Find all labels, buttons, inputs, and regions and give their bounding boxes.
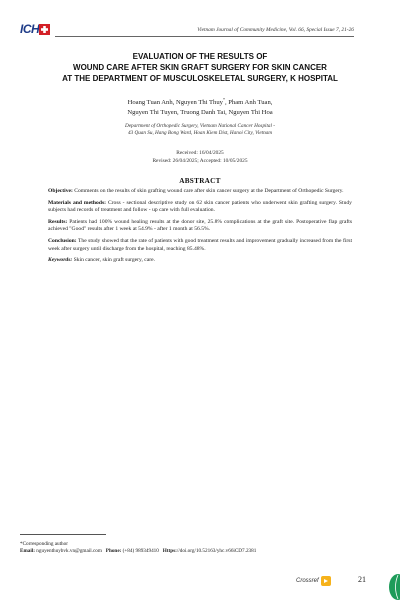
title-line: WOUND CARE AFTER SKIN GRAFT SURGERY FOR SKIN CANCER [73, 63, 327, 72]
journal-citation: Vietnam Journal of Community Medicine, Vol. 66, Special Issue 7, 21-26 [197, 27, 354, 33]
affiliation-line: Department of Orthopedic Surgery, Vietnam National Cancer Hospital - [125, 123, 275, 129]
abstract-methods [48, 200, 352, 215]
methods-label: Materials and methods: [48, 199, 106, 206]
corresponding-mark: * [222, 97, 225, 102]
crossref-badge[interactable] [296, 575, 331, 587]
email-label: Email: [20, 548, 35, 555]
https-label: Https: [162, 548, 177, 555]
article-title [20, 51, 380, 84]
phone-number: (+84) 989349410 [121, 548, 159, 555]
phone-label: Phone: [105, 548, 122, 555]
abstract-objective [48, 188, 352, 196]
methods-text: Cross - sectional descriptive study on 62 skin cancer patients who underwent skin grafting surgery. Study subjects had records of treatment and follow - up care with full evaluation. [48, 199, 352, 214]
title-line: EVALUATION OF THE RESULTS OF [132, 52, 268, 61]
received-date: Received: 16/04/2025 [176, 150, 224, 156]
abstract-conclusion [48, 238, 352, 253]
revised-accepted-date: Revised: 26/04/2025; Accepted: 10/05/2025 [152, 158, 248, 165]
leaf-decoration-icon [384, 571, 400, 600]
keywords-text: Skin cancer, skin graft surgery, care. [72, 257, 155, 264]
footnote [20, 541, 380, 556]
results-label: Results: [48, 218, 68, 225]
objective-text: Comments on the results of skin grafting wound care after skin cancer surgery at the Department of Orthopedic Surgery. [72, 188, 344, 194]
abstract-results [48, 219, 352, 234]
corresponding-author: *Corresponding author [20, 541, 68, 547]
affiliation [70, 123, 330, 138]
conclusion-text: The study showed that the rate of patients with good treatment results and improvement gradually increased from the first week after surgery until discharge from the hospital, reaching 85.48%. [48, 237, 352, 252]
article-dates [80, 149, 320, 166]
abstract-body [48, 188, 352, 269]
contact-line [20, 548, 380, 555]
crossref-label: Crossref [296, 578, 319, 584]
abstract-heading: ABSTRACT [179, 177, 221, 185]
footnote-divider [20, 534, 106, 535]
crossref-icon [321, 576, 331, 586]
conclusion-label: Conclusion: [48, 237, 77, 244]
abstract-keywords [48, 257, 352, 265]
author-line [60, 95, 340, 108]
title-line: AT THE DEPARTMENT OF MUSCULOSKELETAL SURGERY, K HOSPITAL [62, 74, 338, 83]
results-text: Patients had 100% wound healing results at the donor site, 25.8% complications at the graft site. Postoperative flap grafts achieved "Good" results after 1 week at 54.9% - after 1 month at 56.5%. [48, 218, 352, 233]
author-list [60, 95, 340, 117]
doi-link[interactable]: //doi.org/10.52163/yhc.v66iCD7.2381 [176, 548, 257, 555]
author-line: Nguyen Thi Tuyen, Truong Danh Tai, Nguyen Thi Hoa [127, 108, 273, 116]
header-divider [55, 36, 354, 37]
affiliation-line: 43 Quan Su, Hang Bong Ward, Hoan Kiem Dist, Hanoi City, Vietnam [127, 130, 273, 137]
authors-first: Hoang Tuan Anh, Nguyen Thi Thuy [127, 99, 223, 107]
objective-label: Objective: [48, 188, 73, 194]
keywords-label: Keywords: [48, 257, 73, 264]
journal-logo-text: ICH [20, 22, 40, 36]
logo-cross-icon [20, 22, 50, 37]
email-link[interactable]: nguyenthuybvk.vn@gmail.com [35, 548, 102, 555]
authors-rest: , Pham Anh Tuan, [224, 99, 273, 107]
page-number: 21 [358, 575, 366, 584]
journal-logo [20, 22, 50, 37]
